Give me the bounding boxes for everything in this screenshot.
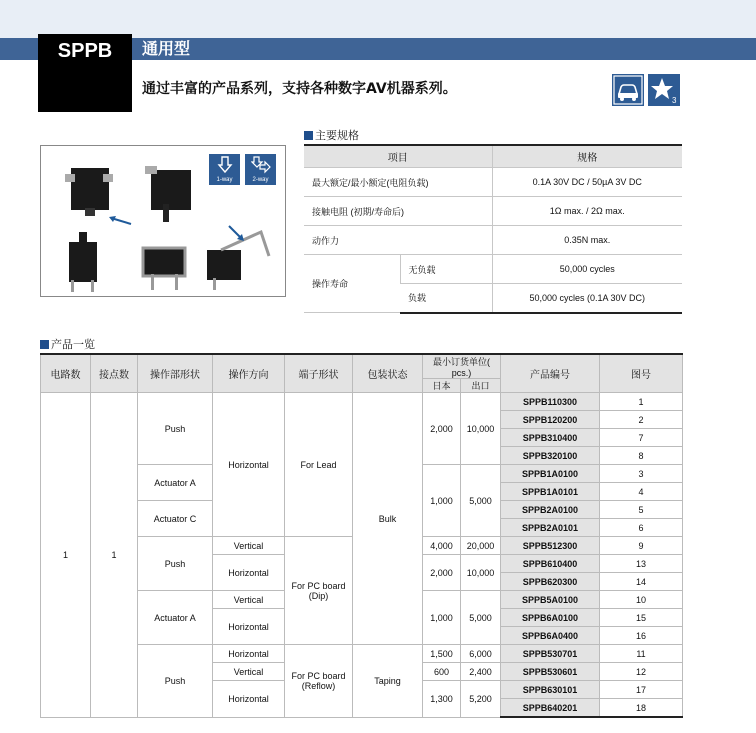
section-marker — [304, 131, 313, 140]
table-row: SPPB2A0101 6 — [41, 519, 683, 537]
section-marker — [40, 340, 49, 349]
switch-image-4 — [143, 248, 185, 290]
top-band — [0, 0, 756, 38]
table-row: Horizontal 1,300 5,200 SPPB630101 17 — [41, 681, 683, 699]
two-way-icon: 2-way — [245, 154, 276, 185]
subtitle: 通过丰富的产品系列，支持各种数字AV机器系列。 — [142, 81, 457, 97]
table-row: Push Horizontal For PC board (Reflow) Taping 1,500 6,000 SPPB530701 11 — [41, 645, 683, 663]
star-3-icon — [648, 74, 680, 106]
table-row: SPPB1A0101 4 — [41, 483, 683, 501]
spec-header-value: 规格 — [492, 145, 682, 168]
table-row: SPPB120200 2 — [41, 411, 683, 429]
switch-image-3 — [69, 232, 97, 292]
car-audio-icon — [612, 74, 644, 106]
table-row: Vertical 600 2,400 SPPB530601 12 — [41, 663, 683, 681]
header-actuator: 操作部形状 — [138, 354, 213, 393]
table-row: Actuator A 1,000 5,000 SPPB1A0100 3 — [41, 465, 683, 483]
table-row: Push Vertical For PC board (Dip) 4,000 20,000 SPPB512300 9 — [41, 537, 683, 555]
table-row: SPPB320100 8 — [41, 447, 683, 465]
spec-section-title: 主要规格 — [304, 127, 359, 143]
product-table — [40, 353, 683, 718]
table-row: 1 1 Push Horizontal For Lead Bulk 2,000 10,000 SPPB110300 1 — [41, 393, 683, 411]
header-circuits: 电路数 — [41, 354, 91, 393]
series-code: SPPB — [57, 40, 113, 62]
table-row: Actuator A Vertical 1,000 5,000 SPPB5A0100 10 — [41, 591, 683, 609]
header-fig: 图号 — [600, 354, 683, 393]
products-section-title: 产品一览 — [40, 336, 95, 352]
spec-row: 操作寿命 无负载 50,000 cycles — [304, 255, 682, 284]
table-row: Horizontal 2,000 10,000 SPPB610400 13 — [41, 555, 683, 573]
switch-image-1 — [65, 168, 113, 216]
table-row: SPPB640201 18 — [41, 699, 683, 718]
table-row: SPPB6A0400 16 — [41, 627, 683, 645]
switch-image-5 — [207, 232, 269, 290]
spec-header-item: 项目 — [304, 145, 492, 168]
spec-row: 负载 50,000 cycles (0.1A 30V DC) — [304, 284, 682, 313]
svg-text:3: 3 — [672, 96, 677, 105]
table-row: Actuator C SPPB2A0100 5 — [41, 501, 683, 519]
table-row: SPPB620300 14 — [41, 573, 683, 591]
series-name: 通用型 — [142, 39, 191, 58]
one-way-icon: 1-way — [209, 154, 240, 185]
header-terminal: 端子形状 — [285, 354, 353, 393]
header-contacts: 接点数 — [91, 354, 138, 393]
spec-row: 接触电阻 (初期/寿命后) 1Ω max. / 2Ω max. — [304, 197, 682, 226]
spec-row: 动作力 0.35N max. — [304, 226, 682, 255]
header-japan: 日本 — [423, 379, 461, 393]
spec-table — [304, 144, 682, 314]
table-row: SPPB310400 7 — [41, 429, 683, 447]
switch-image-2 — [145, 166, 191, 222]
header-part: 产品编号 — [501, 354, 600, 393]
header-direction: 操作方向 — [213, 354, 285, 393]
table-row: Horizontal SPPB6A0100 15 — [41, 609, 683, 627]
header-moq: 最小订货单位( pcs.) — [423, 354, 501, 379]
header-packing: 包装状态 — [353, 354, 423, 393]
spec-row: 最大额定/最小额定(电阻负载) 0.1A 30V DC / 50µA 3V DC — [304, 168, 682, 197]
header-export: 出口 — [461, 379, 501, 393]
product-photo — [40, 145, 286, 297]
